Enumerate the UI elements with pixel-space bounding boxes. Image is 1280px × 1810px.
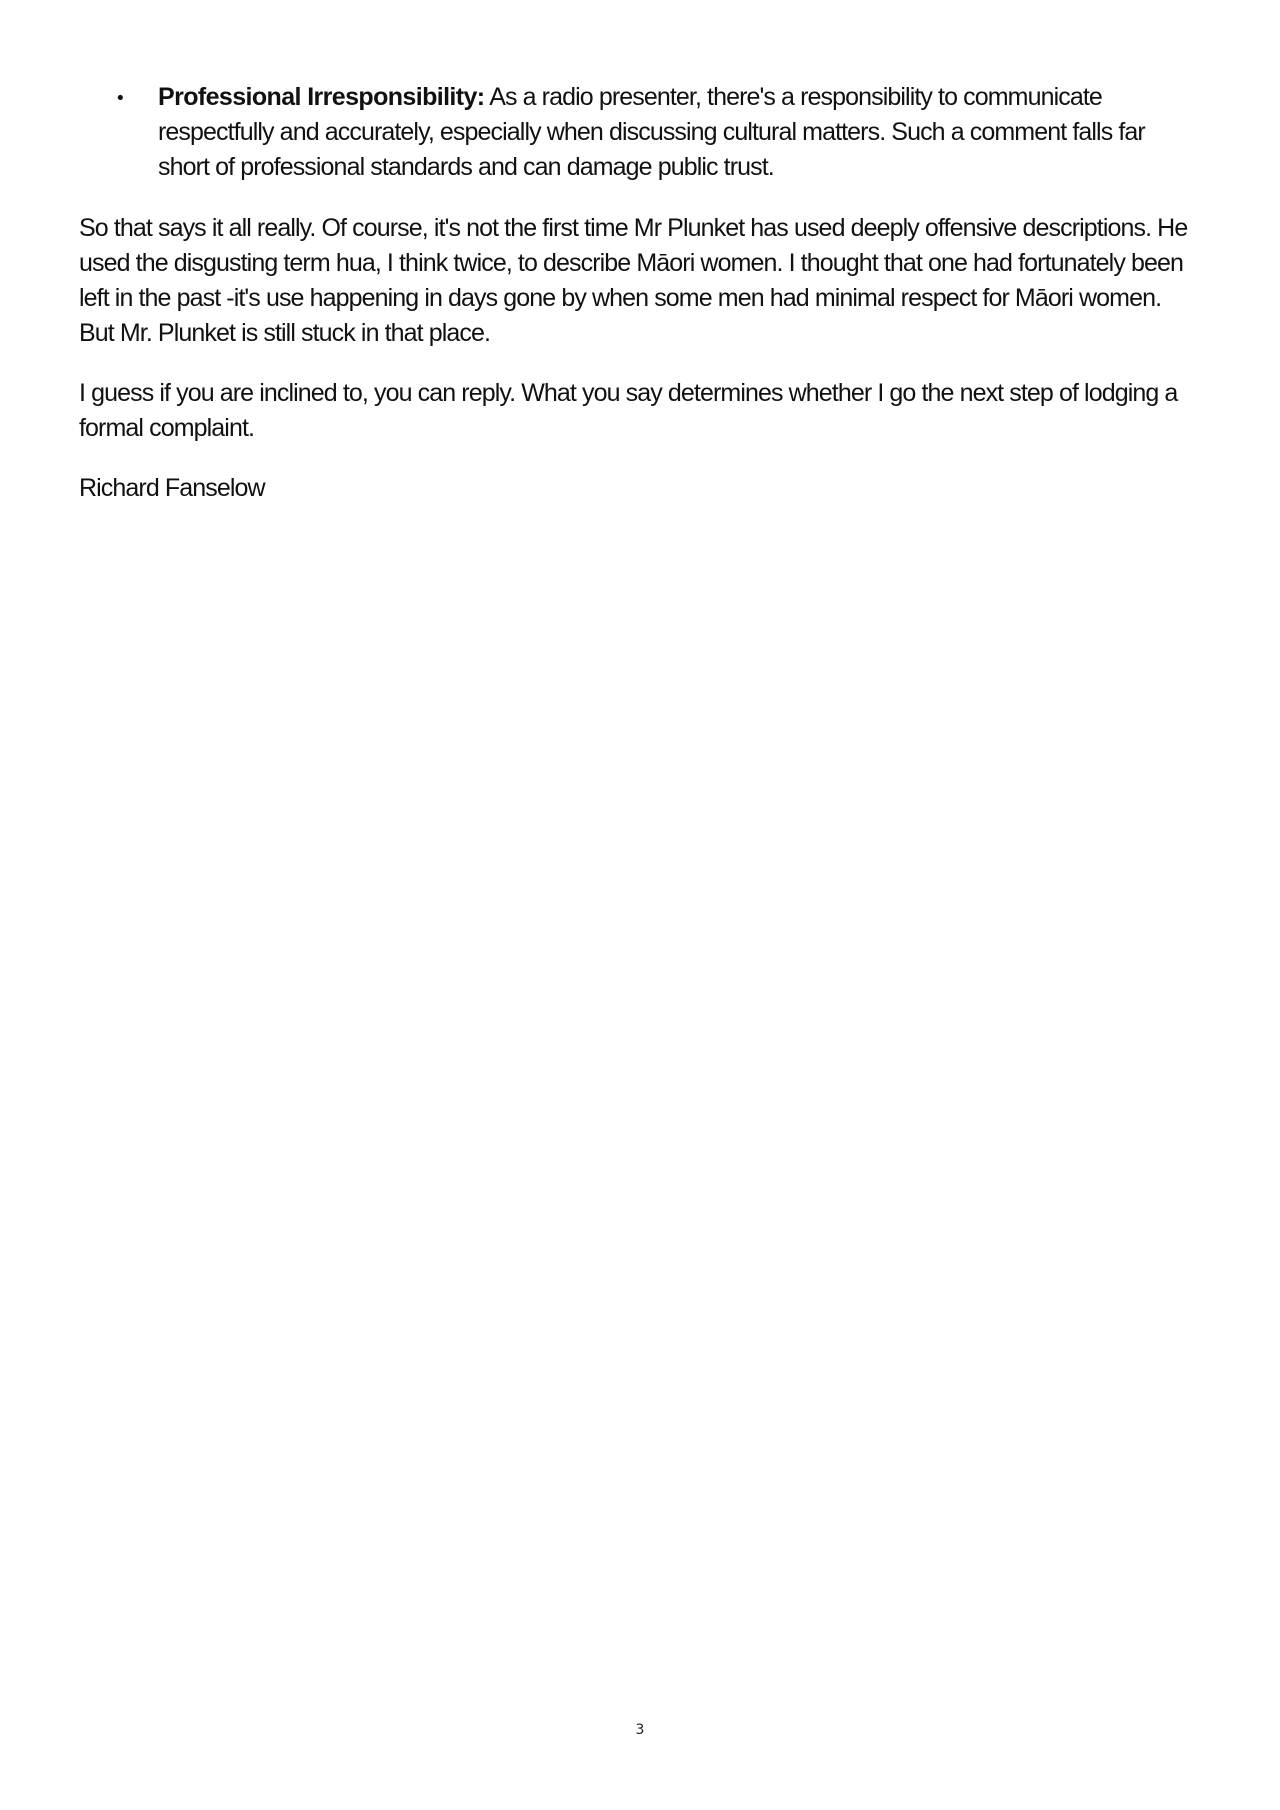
page-number: 3 [635,1722,645,1738]
bullet-text: As a radio presenter, there's a responsibility to communicate respectfully and accurately, especially when discussing cultural matters. Such a comment falls far short of professional standards and can damage public trust. [158,83,1145,181]
bullet-icon: • [115,88,125,109]
bullet-item-professional-irresponsibility [79,80,1199,185]
paragraph-plunket-history: So that says it all really. Of course, it's not the first time Mr Plunket has used deeply offensive descriptions. He used the disgusting term hua, I think twice, to describe Māori women. I thought that one had fortunately been left in the past -it's use happening in days gone by when some men had minimal respect for Māori women. But Mr. Plunket is still stuck in that place. [79,214,1188,347]
bullet-list [79,80,1199,185]
signature: Richard Fanselow [79,474,265,502]
bullet-term: Professional Irresponsibility: [158,83,485,111]
document-body [79,80,1199,506]
paragraph-reply-request: I guess if you are inclined to, you can reply. What you say determines whether I go the next step of lodging a formal complaint. [79,379,1178,442]
